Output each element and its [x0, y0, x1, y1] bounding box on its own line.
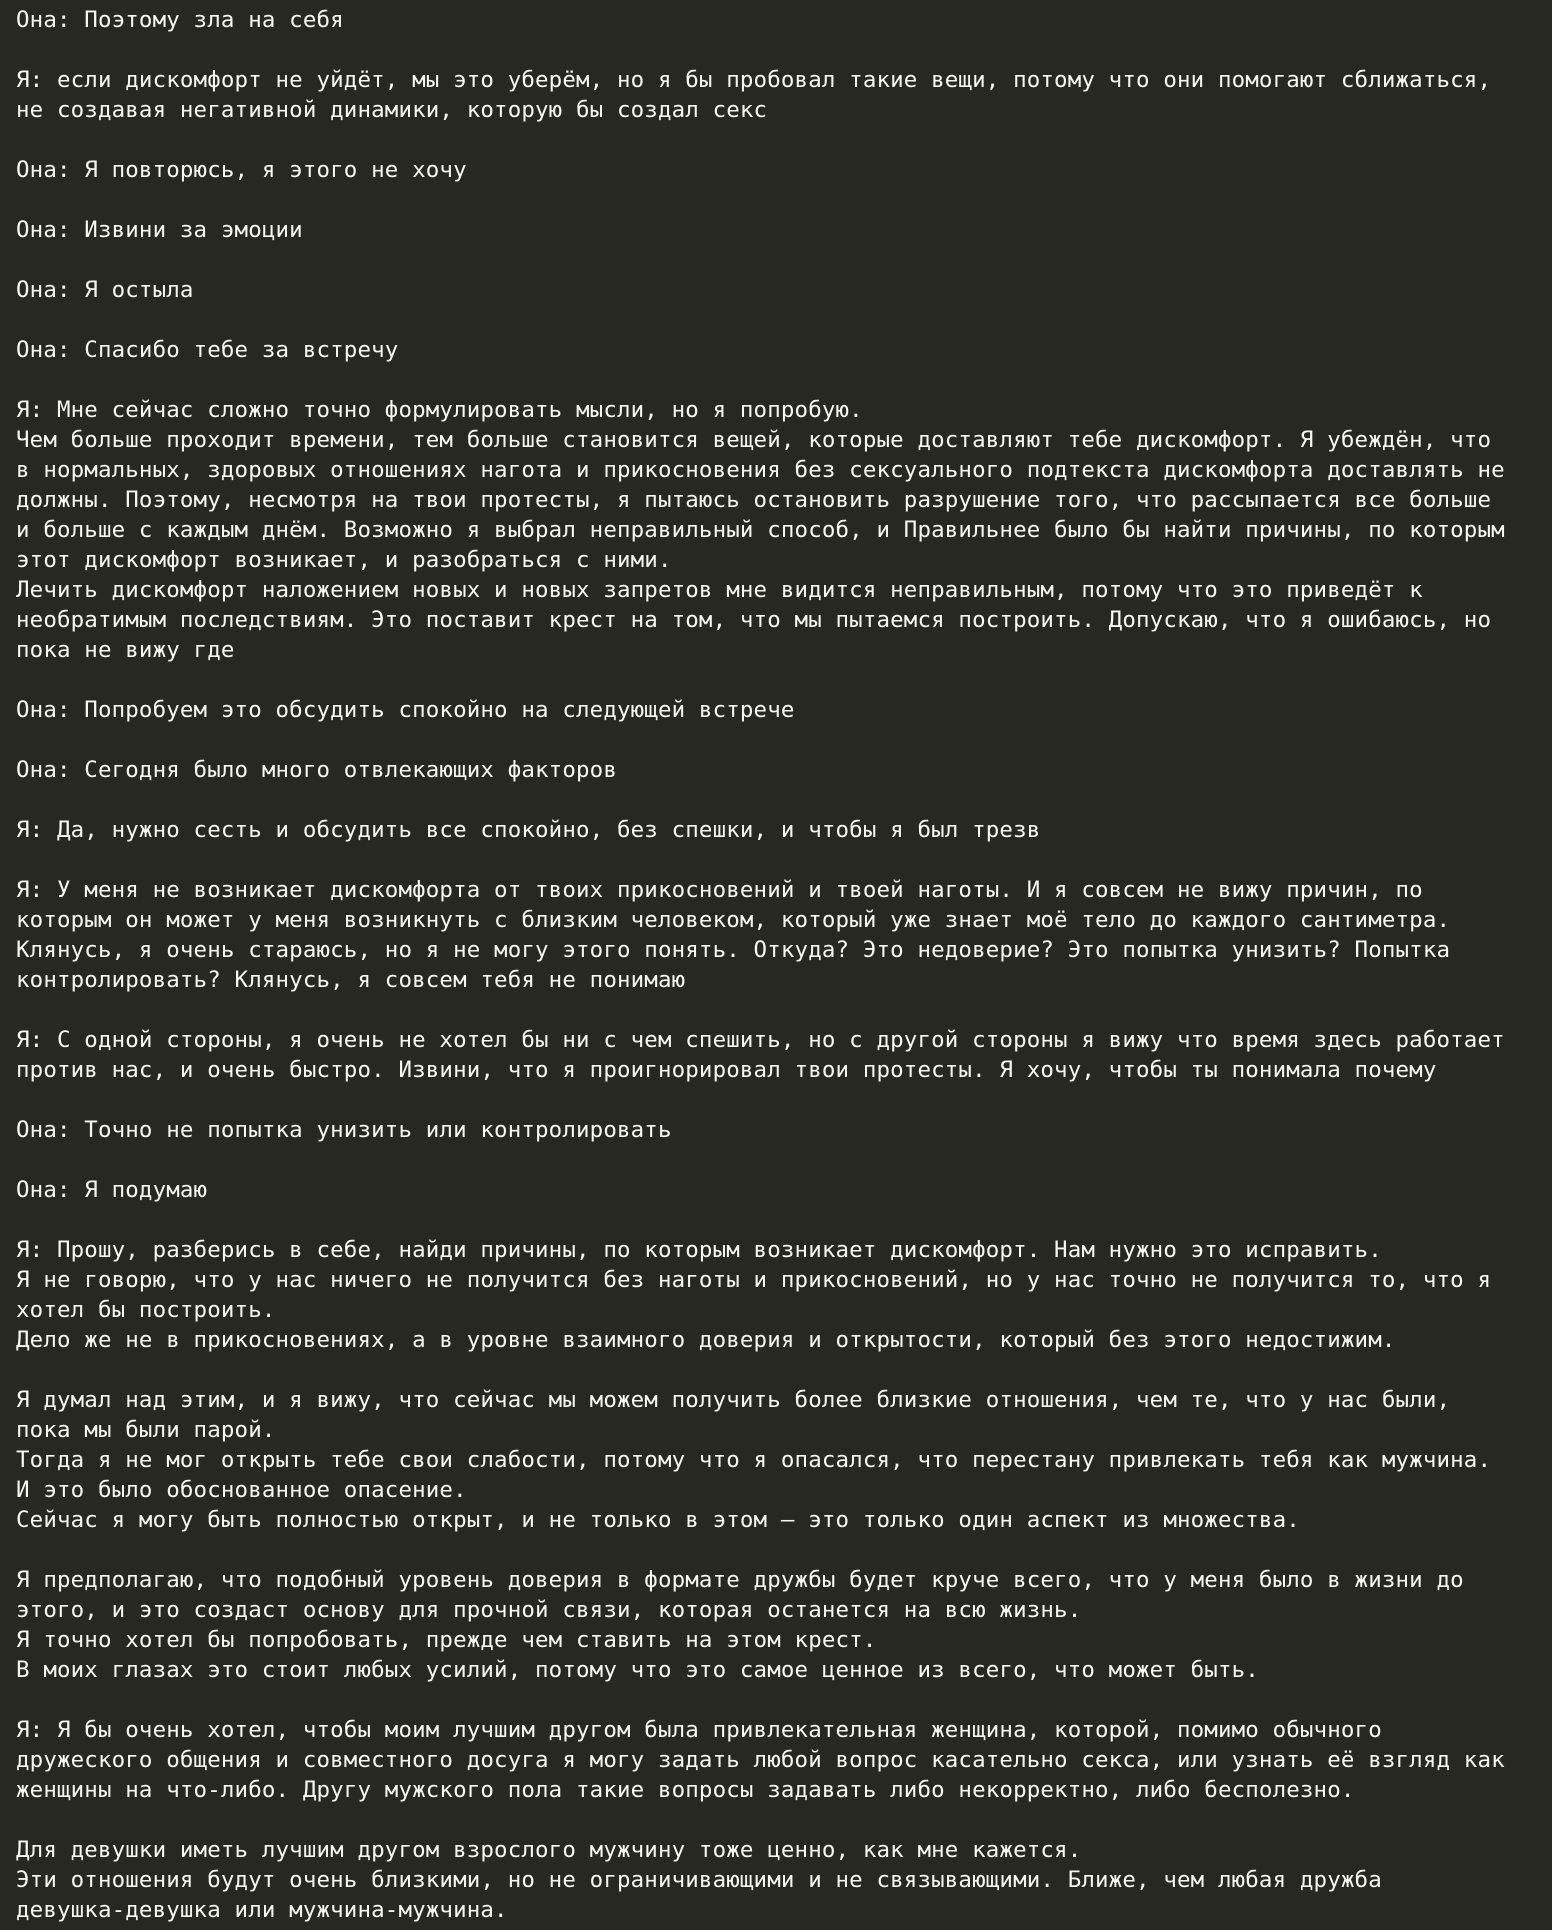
- text-line: [16, 665, 1552, 695]
- text-line: Она: Поэтому зла на себя: [16, 7, 344, 33]
- text-line: должны. Поэтому, несмотря на твои протесты, я пытаюсь остановить разрушение того, что рассыпается все больше: [16, 487, 1492, 513]
- text-line: Я: если дискомфорт не уйдёт, мы это уберём, но я бы пробовал такие вещи, потому что они помогают сближаться,: [16, 67, 1492, 93]
- text-line: Чем больше проходит времени, тем больше становится вещей, которые доставляют тебе дискомфорт. Я убеждён, что: [16, 427, 1492, 453]
- text-line: в нормальных, здоровых отношениях нагота и прикосновения без сексуального подтекста дискомфорта доставлять не: [16, 457, 1505, 483]
- text-line: контролировать? Клянусь, я совсем тебя не понимаю: [16, 967, 686, 993]
- text-line: этого, и это создаст основу для прочной связи, которая останется на всю жизнь.: [16, 1597, 1082, 1623]
- text-line: Эти отношения будут очень близкими, но не ограничивающими и не связывающими. Ближе, чем любая дружба: [16, 1867, 1382, 1893]
- text-line: Я: Я бы очень хотел, чтобы моим лучшим другом была привлекательная женщина, которой, помимо обычного: [16, 1717, 1382, 1743]
- text-line: пока мы были парой.: [16, 1417, 276, 1443]
- text-line: [16, 305, 1552, 335]
- text-line: [16, 35, 1552, 65]
- text-line: Я: Да, нужно сесть и обсудить все спокойно, без спешки, и чтобы я был трезв: [16, 817, 1041, 843]
- text-line: [16, 995, 1552, 1025]
- text-line: [16, 1805, 1552, 1835]
- text-line: [16, 845, 1552, 875]
- text-line: [16, 185, 1552, 215]
- text-line: Дело же не в прикосновениях, а в уровне взаимного доверия и открытости, который без этого недостижим.: [16, 1327, 1396, 1353]
- text-line: [16, 1145, 1552, 1175]
- text-line: Я точно хотел бы попробовать, прежде чем ставить на этом крест.: [16, 1627, 877, 1653]
- text-line: Она: Попробуем это обсудить спокойно на следующей встрече: [16, 697, 795, 723]
- text-line: Тогда я не мог открыть тебе свои слабости, потому что я опасался, что перестану привлекать тебя как мужчина.: [16, 1447, 1492, 1473]
- text-line: И это было обоснованное опасение.: [16, 1477, 467, 1503]
- text-line: необратимым последствиям. Это поставит крест на том, что мы пытаемся построить. Допускаю, что я ошибаюсь, но: [16, 607, 1492, 633]
- text-line: Она: Точно не попытка унизить или контролировать: [16, 1117, 672, 1143]
- text-line: [16, 725, 1552, 755]
- text-line: Сейчас я могу быть полностью открыт, и не только в этом — это только один аспект из множества.: [16, 1507, 1300, 1533]
- text-line: [16, 1685, 1552, 1715]
- text-line: [16, 125, 1552, 155]
- text-line: Лечить дискомфорт наложением новых и новых запретов мне видится неправильным, потому что это приведёт к: [16, 577, 1423, 603]
- text-line: этот дискомфорт возникает, и разобраться с ними.: [16, 547, 672, 573]
- text-line: Она: Я остыла: [16, 277, 194, 303]
- text-line: которым он может у меня возникнуть с близким человеком, который уже знает моё тело до каждого сантиметра.: [16, 907, 1451, 933]
- text-line: и больше с каждым днём. Возможно я выбрал неправильный способ, и Правильнее было бы найти причины, по которым: [16, 517, 1505, 543]
- text-line: Клянусь, я очень стараюсь, но я не могу этого понять. Откуда? Это недоверие? Это попытка унизить? Попытка: [16, 937, 1451, 963]
- text-line: Я: У меня не возникает дискомфорта от твоих прикосновений и твоей наготы. И я совсем не вижу причин, по: [16, 877, 1423, 903]
- text-line: Я думал над этим, и я вижу, что сейчас мы можем получить более близкие отношения, чем те, что у нас были,: [16, 1387, 1451, 1413]
- text-line: [16, 365, 1552, 395]
- text-line: Я: Мне сейчас сложно точно формулировать мысли, но я попробую.: [16, 397, 863, 423]
- text-line: В моих глазах это стоит любых усилий, потому что это самое ценное из всего, что может быть.: [16, 1657, 1259, 1683]
- text-line: [16, 245, 1552, 275]
- text-line: Она: Сегодня было много отвлекающих факторов: [16, 757, 617, 783]
- text-line: [16, 1205, 1552, 1235]
- text-line: [16, 1355, 1552, 1385]
- text-line: Я: Прошу, разберись в себе, найди причины, по которым возникает дискомфорт. Нам нужно это исправить.: [16, 1237, 1382, 1263]
- text-line: [16, 1085, 1552, 1115]
- text-line: Я предполагаю, что подобный уровень доверия в формате дружбы будет круче всего, что у меня было в жизни до: [16, 1567, 1464, 1593]
- text-line: не создавая негативной динамики, которую бы создал секс: [16, 97, 768, 123]
- text-line: Она: Извини за эмоции: [16, 217, 303, 243]
- text-line: Она: Я подумаю: [16, 1177, 208, 1203]
- text-line: Она: Спасибо тебе за встречу: [16, 337, 399, 363]
- text-line: [16, 785, 1552, 815]
- text-line: Я: С одной стороны, я очень не хотел бы ни с чем спешить, но с другой стороны я вижу что время здесь работает: [16, 1027, 1505, 1053]
- text-line: Для девушки иметь лучшим другом взрослого мужчину тоже ценно, как мне кажется.: [16, 1837, 1082, 1863]
- text-line: пока не вижу где: [16, 637, 235, 663]
- text-line: женщины на что-либо. Другу мужского пола такие вопросы задавать либо некорректно, либо бесполезно.: [16, 1777, 1355, 1803]
- text-line: Она: Я повторюсь, я этого не хочу: [16, 157, 467, 183]
- text-line: против нас, и очень быстро. Извини, что я проигнорировал твои протесты. Я хочу, чтобы ты понимала почему: [16, 1057, 1437, 1083]
- text-line: девушка-девушка или мужчина-мужчина.: [16, 1897, 508, 1923]
- text-line: хотел бы построить.: [16, 1297, 276, 1323]
- text-line: дружеского общения и совместного досуга я могу задать любой вопрос касательно секса, или узнать её взгляд как: [16, 1747, 1505, 1773]
- text-line: [16, 1535, 1552, 1565]
- text-line: Я не говорю, что у нас ничего не получится без наготы и прикосновений, но у нас точно не получится то, что я: [16, 1267, 1492, 1293]
